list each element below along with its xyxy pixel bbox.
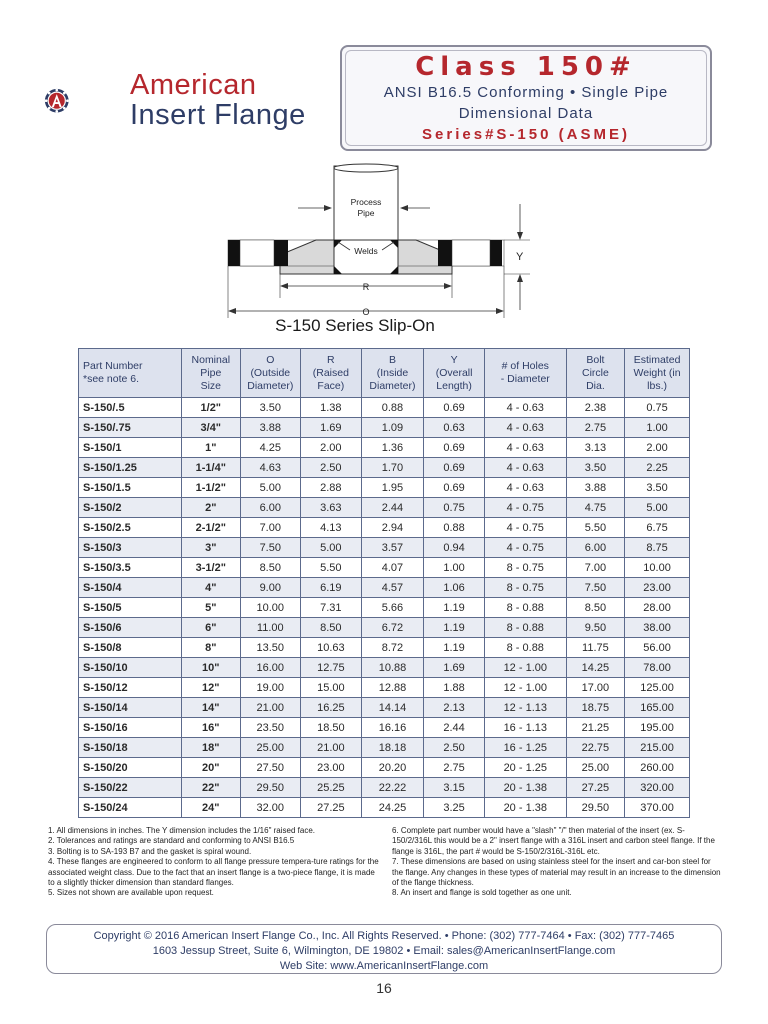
- table-cell: 18.50: [301, 718, 362, 738]
- table-row: [79, 498, 690, 518]
- logo-text-american: American: [130, 69, 257, 101]
- table-row: [79, 458, 690, 478]
- table-cell: 27.25: [566, 778, 624, 798]
- pipe-size-cell: 1/2": [182, 398, 240, 418]
- table-cell: 20.20: [361, 758, 424, 778]
- table-cell: 16 - 1.13: [484, 718, 566, 738]
- table-cell: 23.00: [625, 578, 690, 598]
- table-cell: 0.75: [625, 398, 690, 418]
- table-cell: 1.95: [361, 478, 424, 498]
- table-cell: 6.72: [361, 618, 424, 638]
- table-cell: 2.75: [424, 758, 485, 778]
- table-cell: 5.50: [301, 558, 362, 578]
- diagram-caption: S-150 Series Slip-On: [275, 316, 435, 335]
- column-header-line: Face): [317, 379, 345, 392]
- table-row: [79, 478, 690, 498]
- table-cell: 11.00: [240, 618, 301, 638]
- table-cell: 4 - 0.63: [484, 478, 566, 498]
- table-cell: 2.88: [301, 478, 362, 498]
- table-cell: 1.19: [424, 618, 485, 638]
- table-cell: 15.00: [301, 678, 362, 698]
- table-cell: 8.50: [301, 618, 362, 638]
- table-cell: 4 - 0.75: [484, 518, 566, 538]
- table-cell: 2.00: [625, 438, 690, 458]
- column-header-line: Diameter): [247, 379, 294, 392]
- part-number-cell: S-150/22: [79, 778, 182, 798]
- table-cell: 3.50: [240, 398, 301, 418]
- column-header-line: Diameter): [369, 379, 416, 392]
- table-cell: 29.50: [240, 778, 301, 798]
- part-number-cell: S-150/.5: [79, 398, 182, 418]
- table-cell: 9.00: [240, 578, 301, 598]
- table-cell: 7.00: [566, 558, 624, 578]
- part-number-cell: S-150/1: [79, 438, 182, 458]
- table-cell: 1.00: [625, 418, 690, 438]
- table-cell: 10.00: [625, 558, 690, 578]
- table-cell: 1.70: [361, 458, 424, 478]
- table-cell: 215.00: [625, 738, 690, 758]
- table-cell: 370.00: [625, 798, 690, 818]
- table-cell: 20 - 1.25: [484, 758, 566, 778]
- title-subtitle-2: Dimensional Data: [458, 105, 594, 122]
- table-cell: 4 - 0.63: [484, 418, 566, 438]
- column-header-line: Estimated: [633, 353, 681, 366]
- column-header-line: B: [388, 353, 396, 366]
- table-cell: 17.00: [566, 678, 624, 698]
- table-row: [79, 698, 690, 718]
- table-cell: 18.75: [566, 698, 624, 718]
- table-body: [79, 398, 690, 818]
- table-cell: 18.18: [361, 738, 424, 758]
- table-row: [79, 578, 690, 598]
- column-header-line: Bolt: [586, 353, 605, 366]
- part-number-cell: S-150/2: [79, 498, 182, 518]
- table-row: [79, 738, 690, 758]
- column-header: [625, 349, 690, 398]
- pipe-size-cell: 20": [182, 758, 240, 778]
- part-number-cell: S-150/3.5: [79, 558, 182, 578]
- pipe-size-cell: 8": [182, 638, 240, 658]
- column-header-line: R: [327, 353, 335, 366]
- table-cell: 2.94: [361, 518, 424, 538]
- table-cell: 38.00: [625, 618, 690, 638]
- column-header: [301, 349, 362, 398]
- slip-on-flange-diagram: [220, 160, 550, 335]
- table-cell: 24.25: [361, 798, 424, 818]
- table-cell: 6.75: [625, 518, 690, 538]
- table-row: [79, 598, 690, 618]
- part-number-cell: S-150/18: [79, 738, 182, 758]
- table-cell: 1.09: [361, 418, 424, 438]
- table-cell: 10.88: [361, 658, 424, 678]
- table-cell: 8 - 0.75: [484, 578, 566, 598]
- table-cell: 25.25: [301, 778, 362, 798]
- part-number-cell: S-150/2.5: [79, 518, 182, 538]
- table-row: [79, 798, 690, 818]
- column-header-line: (Outside: [250, 366, 291, 379]
- part-number-cell: S-150/1.5: [79, 478, 182, 498]
- table-cell: 28.00: [625, 598, 690, 618]
- table-cell: 10.63: [301, 638, 362, 658]
- table-cell: 20 - 1.38: [484, 798, 566, 818]
- table-row: [79, 758, 690, 778]
- table-cell: 0.69: [424, 478, 485, 498]
- table-cell: 4.25: [240, 438, 301, 458]
- part-number-cell: S-150/4: [79, 578, 182, 598]
- table-cell: 1.36: [361, 438, 424, 458]
- table-cell: 320.00: [625, 778, 690, 798]
- table-cell: 1.19: [424, 638, 485, 658]
- table-cell: 1.88: [424, 678, 485, 698]
- note-3: 3. Bolting is to SA-193 B7 and the gasket is spiral wound.: [48, 846, 252, 856]
- note-5: 5. Sizes not shown are available upon request.: [48, 888, 214, 898]
- column-header-line: Dia.: [586, 379, 605, 392]
- table-cell: 2.00: [301, 438, 362, 458]
- column-header-line: Y: [450, 353, 458, 366]
- o-dimension-label: O: [362, 307, 370, 317]
- table-row: [79, 638, 690, 658]
- table-cell: 25.00: [240, 738, 301, 758]
- part-number-cell: S-150/10: [79, 658, 182, 678]
- table-cell: 16 - 1.25: [484, 738, 566, 758]
- column-header-line: lbs.): [647, 379, 667, 392]
- table-cell: 4.63: [240, 458, 301, 478]
- table-cell: 21.00: [301, 738, 362, 758]
- column-header-line: - Diameter: [500, 373, 550, 385]
- table-cell: 8.50: [240, 558, 301, 578]
- table-cell: 4 - 0.75: [484, 538, 566, 558]
- table-cell: 56.00: [625, 638, 690, 658]
- pipe-size-cell: 12": [182, 678, 240, 698]
- table-header-row: [79, 349, 690, 398]
- table-cell: 7.50: [240, 538, 301, 558]
- table-cell: 22.75: [566, 738, 624, 758]
- table-cell: 9.50: [566, 618, 624, 638]
- pipe-size-cell: 1": [182, 438, 240, 458]
- column-header-line: Part Number: [83, 360, 143, 372]
- column-header-line: Nominal: [191, 353, 231, 366]
- note-1: 1. All dimensions in inches. The Y dimension includes the 1/16" raised face.: [48, 826, 315, 835]
- process-pipe-label-2: Pipe: [357, 208, 375, 218]
- table-cell: 165.00: [625, 698, 690, 718]
- table-cell: 0.69: [424, 458, 485, 478]
- column-header: [79, 349, 182, 398]
- table-cell: 3.50: [566, 458, 624, 478]
- table-cell: 8.72: [361, 638, 424, 658]
- column-header: [361, 349, 424, 398]
- table-cell: 260.00: [625, 758, 690, 778]
- part-number-cell: S-150/.75: [79, 418, 182, 438]
- pipe-size-cell: 1-1/2": [182, 478, 240, 498]
- table-cell: 12 - 1.00: [484, 678, 566, 698]
- table-cell: 16.16: [361, 718, 424, 738]
- table-cell: 19.00: [240, 678, 301, 698]
- table-cell: 12 - 1.13: [484, 698, 566, 718]
- table-cell: 1.69: [301, 418, 362, 438]
- part-number-cell: S-150/6: [79, 618, 182, 638]
- column-header: [424, 349, 485, 398]
- column-header: [484, 349, 566, 398]
- pipe-size-cell: 16": [182, 718, 240, 738]
- table-cell: 23.00: [301, 758, 362, 778]
- class-title: Class 150#: [415, 52, 637, 82]
- table-cell: 10.00: [240, 598, 301, 618]
- notes-right-column: [392, 826, 722, 899]
- table-cell: 5.00: [240, 478, 301, 498]
- pipe-size-cell: 3/4": [182, 418, 240, 438]
- column-header-line: # of Holes: [501, 360, 549, 372]
- table-cell: 8 - 0.88: [484, 638, 566, 658]
- table-cell: 3.63: [301, 498, 362, 518]
- note-2: 2. Tolerances and ratings are standard and conforming to ANSI B16.5: [48, 836, 295, 846]
- table-cell: 0.63: [424, 418, 485, 438]
- y-dimension-label: Y: [516, 251, 524, 263]
- table-cell: 125.00: [625, 678, 690, 698]
- footer-website: Web Site: www.AmericanInsertFlange.com: [279, 960, 489, 972]
- table-cell: 12.75: [301, 658, 362, 678]
- column-header-line: *see note 6.: [83, 373, 140, 385]
- column-header-line: O: [266, 353, 275, 366]
- table-cell: 2.44: [361, 498, 424, 518]
- table-cell: 5.66: [361, 598, 424, 618]
- table-cell: 22.22: [361, 778, 424, 798]
- table-row: [79, 398, 690, 418]
- column-header-line: Length): [436, 379, 472, 392]
- table-cell: 2.75: [566, 418, 624, 438]
- table-cell: 27.25: [301, 798, 362, 818]
- column-header-line: (Inside: [376, 366, 409, 379]
- pipe-size-cell: 14": [182, 698, 240, 718]
- table-cell: 8 - 0.88: [484, 618, 566, 638]
- table-cell: 0.88: [361, 398, 424, 418]
- column-header-line: Circle: [581, 366, 609, 379]
- table-cell: 4.57: [361, 578, 424, 598]
- pipe-size-cell: 3-1/2": [182, 558, 240, 578]
- table-cell: 8.50: [566, 598, 624, 618]
- table-row: [79, 718, 690, 738]
- part-number-cell: S-150/16: [79, 718, 182, 738]
- column-header-line: Pipe: [200, 366, 222, 379]
- table-cell: 0.94: [424, 538, 485, 558]
- table-cell: 5.00: [625, 498, 690, 518]
- table-cell: 1.00: [424, 558, 485, 578]
- table-cell: 32.00: [240, 798, 301, 818]
- table-cell: 2.44: [424, 718, 485, 738]
- note-4: 4. These flanges are engineered to conform to all flange pressure tempera-ture ratings for the associated weight class. Due to the fact that an insert flange is a two-piece flange, it is made to a slightly thicker dimension than standard flanges.: [48, 857, 379, 888]
- table-cell: 5.50: [566, 518, 624, 538]
- table-cell: 6.19: [301, 578, 362, 598]
- part-number-cell: S-150/12: [79, 678, 182, 698]
- part-number-cell: S-150/5: [79, 598, 182, 618]
- table-cell: 16.25: [301, 698, 362, 718]
- table-cell: 0.69: [424, 438, 485, 458]
- table-cell: 4 - 0.75: [484, 498, 566, 518]
- part-number-cell: S-150/14: [79, 698, 182, 718]
- note-7: 7. These dimensions are based on using stainless steel for the insert and car-bon steel for the flange. Any changes in these types of material may result in an increase to the dimension of the flange thickness.: [392, 857, 721, 888]
- column-header: [182, 349, 240, 398]
- table-cell: 4.13: [301, 518, 362, 538]
- table-cell: 4 - 0.63: [484, 398, 566, 418]
- table-cell: 2.13: [424, 698, 485, 718]
- logo-text-insert-flange: Insert Flange: [130, 99, 306, 131]
- table-cell: 11.75: [566, 638, 624, 658]
- company-logo: [44, 56, 130, 146]
- part-number-cell: S-150/3: [79, 538, 182, 558]
- page-number: 16: [376, 980, 392, 996]
- column-header-line: (Overall: [435, 366, 473, 379]
- column-header: [566, 349, 624, 398]
- table-row: [79, 518, 690, 538]
- table-cell: 1.06: [424, 578, 485, 598]
- table-cell: 195.00: [625, 718, 690, 738]
- table-cell: 78.00: [625, 658, 690, 678]
- table-row: [79, 618, 690, 638]
- table-cell: 6.00: [240, 498, 301, 518]
- table-cell: 1.19: [424, 598, 485, 618]
- pipe-size-cell: 22": [182, 778, 240, 798]
- table-cell: 4 - 0.63: [484, 458, 566, 478]
- table-cell: 1.38: [301, 398, 362, 418]
- table-cell: 4.75: [566, 498, 624, 518]
- part-number-cell: S-150/8: [79, 638, 182, 658]
- table-row: [79, 658, 690, 678]
- column-header-line: Weight (in: [633, 366, 681, 379]
- table-cell: 3.15: [424, 778, 485, 798]
- table-cell: 0.69: [424, 398, 485, 418]
- table-cell: 8 - 0.88: [484, 598, 566, 618]
- table-cell: 8 - 0.75: [484, 558, 566, 578]
- part-number-cell: S-150/20: [79, 758, 182, 778]
- column-header-line: Size: [200, 379, 221, 392]
- pipe-size-cell: 3": [182, 538, 240, 558]
- table-cell: 3.88: [566, 478, 624, 498]
- table-cell: 29.50: [566, 798, 624, 818]
- table-cell: 27.50: [240, 758, 301, 778]
- table-cell: 25.00: [566, 758, 624, 778]
- table-cell: 14.14: [361, 698, 424, 718]
- series-title: Series#S-150 (ASME): [422, 126, 630, 143]
- table-cell: 20 - 1.38: [484, 778, 566, 798]
- table-row: [79, 418, 690, 438]
- table-cell: 23.50: [240, 718, 301, 738]
- table-cell: 5.00: [301, 538, 362, 558]
- column-header-line: (Raised: [312, 366, 349, 379]
- table-cell: 6.00: [566, 538, 624, 558]
- note-6: 6. Complete part number would have a "slash" "/" then material of the insert (ex. S-150/2/316L this would be a 2" insert flange with a 316L insert and carbon steel flange. If the flange is 316L, the part # would be S-150/2/316L-316L etc.: [392, 826, 715, 856]
- table-cell: 3.50: [625, 478, 690, 498]
- table-cell: 8.75: [625, 538, 690, 558]
- table-cell: 4.07: [361, 558, 424, 578]
- pipe-size-cell: 18": [182, 738, 240, 758]
- r-dimension-label: R: [362, 282, 370, 292]
- pipe-size-cell: 24": [182, 798, 240, 818]
- footer-address: 1603 Jessup Street, Suite 6, Wilmington, DE 19802 • Email: sales@AmericanInsertFlange.com: [152, 945, 616, 957]
- table-row: [79, 558, 690, 578]
- part-number-cell: S-150/24: [79, 798, 182, 818]
- table-cell: 2.50: [424, 738, 485, 758]
- dimensions-table: [78, 348, 690, 818]
- welds-label: Welds: [354, 246, 378, 256]
- table-cell: 1.69: [424, 658, 485, 678]
- notes-left-column: [48, 826, 383, 899]
- table-cell: 0.88: [424, 518, 485, 538]
- pipe-size-cell: 10": [182, 658, 240, 678]
- table-cell: 3.88: [240, 418, 301, 438]
- table-cell: 14.25: [566, 658, 624, 678]
- pipe-size-cell: 5": [182, 598, 240, 618]
- pipe-size-cell: 1-1/4": [182, 458, 240, 478]
- pipe-size-cell: 6": [182, 618, 240, 638]
- pipe-size-cell: 4": [182, 578, 240, 598]
- table-cell: 0.75: [424, 498, 485, 518]
- table-cell: 12 - 1.00: [484, 658, 566, 678]
- table-row: [79, 438, 690, 458]
- table-row: [79, 538, 690, 558]
- table-cell: 7.50: [566, 578, 624, 598]
- table-cell: 2.50: [301, 458, 362, 478]
- table-cell: 2.25: [625, 458, 690, 478]
- pipe-size-cell: 2": [182, 498, 240, 518]
- table-row: [79, 778, 690, 798]
- process-pipe-label: Process: [350, 197, 382, 207]
- part-number-cell: S-150/1.25: [79, 458, 182, 478]
- table-cell: 13.50: [240, 638, 301, 658]
- table-cell: 2.38: [566, 398, 624, 418]
- table-cell: 7.31: [301, 598, 362, 618]
- table-cell: 21.25: [566, 718, 624, 738]
- table-cell: 4 - 0.63: [484, 438, 566, 458]
- column-header: [240, 349, 301, 398]
- title-subtitle-1: ANSI B16.5 Conforming • Single Pipe: [383, 84, 669, 101]
- table-cell: 3.25: [424, 798, 485, 818]
- footer-copyright: Copyright © 2016 American Insert Flange Co., Inc. All Rights Reserved. • Phone: (302) 777-7464 • Fax: (302) 777-7465: [93, 930, 675, 942]
- pipe-size-cell: 2-1/2": [182, 518, 240, 538]
- note-8: 8. An insert and flange is sold together as one unit.: [392, 888, 572, 898]
- table-cell: 12.88: [361, 678, 424, 698]
- table-cell: 3.57: [361, 538, 424, 558]
- table-cell: 7.00: [240, 518, 301, 538]
- table-cell: 3.13: [566, 438, 624, 458]
- table-cell: 21.00: [240, 698, 301, 718]
- table-cell: 16.00: [240, 658, 301, 678]
- table-row: [79, 678, 690, 698]
